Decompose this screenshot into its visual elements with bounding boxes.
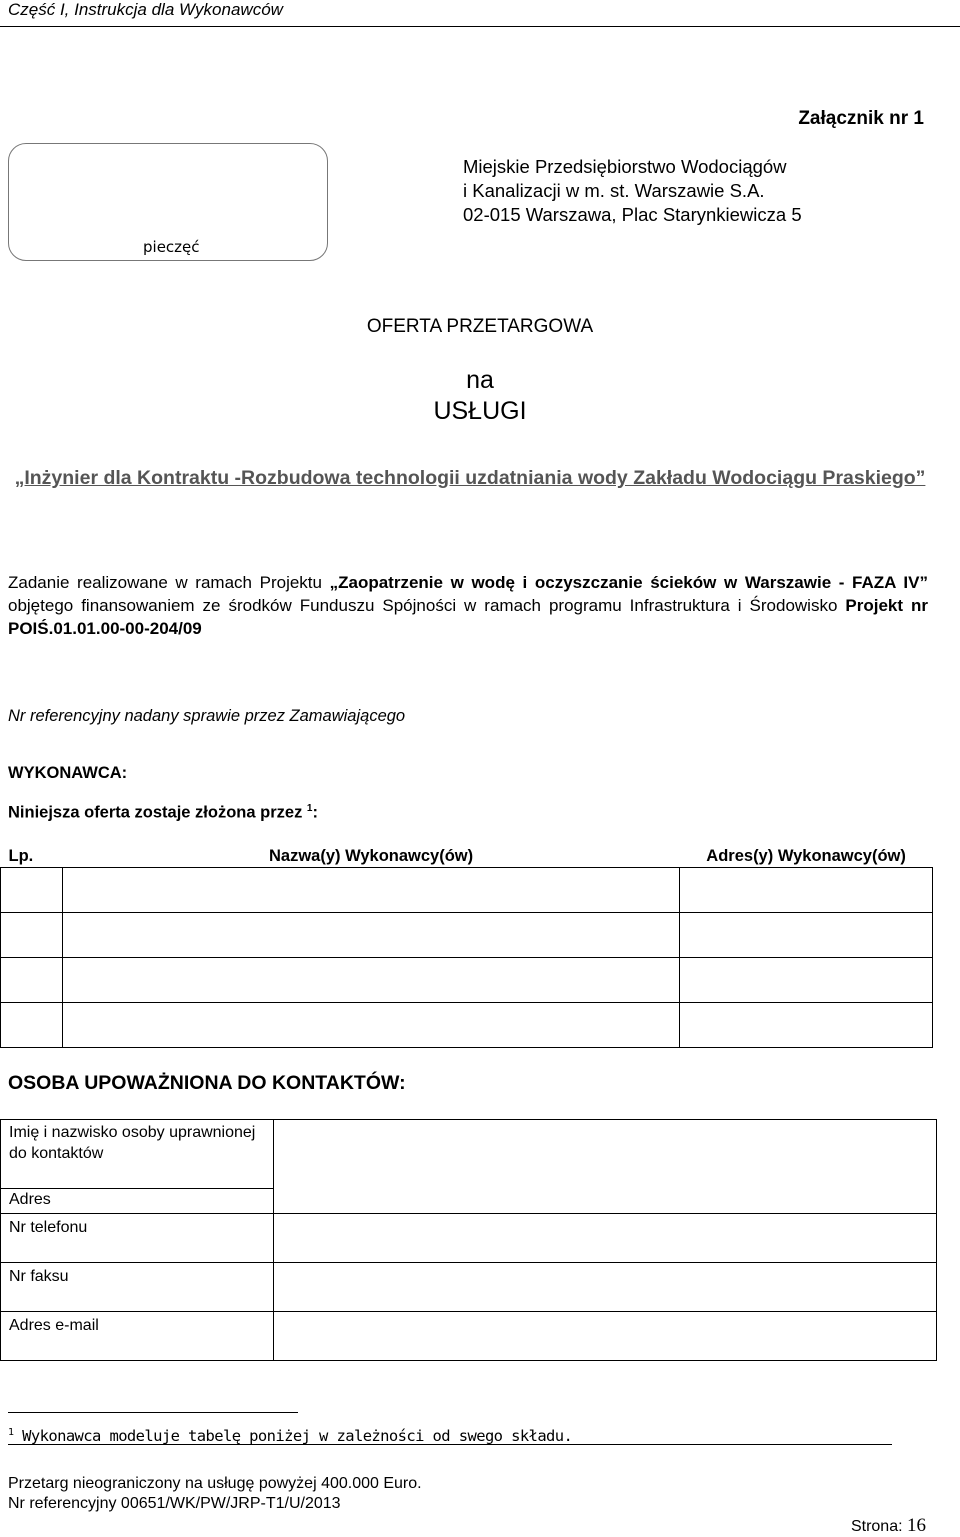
footnote-rule bbox=[8, 1412, 298, 1413]
recipient-line-3: 02-015 Warszawa, Plac Starynkiewicza 5 bbox=[463, 204, 802, 225]
table-cell-name[interactable] bbox=[62, 868, 679, 913]
footer-line-2: Nr referencyjny 00651/WK/PW/JRP-T1/U/2013 bbox=[8, 1495, 341, 1512]
table-header-row bbox=[1, 846, 933, 868]
contact-row-phone bbox=[1, 1214, 937, 1263]
col-header-lp: Lp. bbox=[1, 846, 63, 868]
table-cell-lp[interactable] bbox=[1, 958, 63, 1003]
table-cell-lp[interactable] bbox=[1, 868, 63, 913]
contact-value-phone[interactable] bbox=[274, 1214, 937, 1263]
offer-type: USŁUGI bbox=[433, 397, 527, 425]
recipient-line-2: i Kanalizacji w m. st. Warszawie S.A. bbox=[463, 180, 765, 201]
contact-heading: OSOBA UPOWAŻNIONA DO KONTAKTÓW: bbox=[8, 1072, 406, 1094]
contact-table bbox=[0, 1119, 937, 1361]
submitted-by-suffix: : bbox=[312, 803, 318, 822]
offer-na: na bbox=[466, 366, 494, 394]
contact-row-fax bbox=[1, 1263, 937, 1312]
contact-label-fax: Nr faksu bbox=[1, 1263, 274, 1312]
col-header-address: Adres(y) Wykonawcy(ów) bbox=[680, 846, 933, 868]
table-row bbox=[1, 1003, 933, 1048]
page-number bbox=[851, 1515, 926, 1537]
table-cell-address[interactable] bbox=[680, 913, 933, 958]
table-row bbox=[1, 958, 933, 1003]
footer-line-1: Przetarg nieograniczony na usługę powyżej 400.000 Euro. bbox=[8, 1475, 422, 1492]
footnote-text: Wykonawca modeluje tabelę poniżej w zależności od swego składu. bbox=[13, 1427, 573, 1446]
bidders-table bbox=[0, 846, 933, 1048]
table-cell-name[interactable] bbox=[62, 958, 679, 1003]
table-cell-lp[interactable] bbox=[1, 1003, 63, 1048]
project-number: Projekt nr POIŚ.01.01.00-00-204/09 bbox=[8, 596, 928, 638]
table-row bbox=[1, 913, 933, 958]
submitted-by bbox=[8, 803, 318, 823]
contact-label-name: Imię i nazwisko osoby uprawnionej do kontaktów bbox=[1, 1120, 274, 1189]
table-cell-address[interactable] bbox=[680, 958, 933, 1003]
table-cell-address[interactable] bbox=[680, 868, 933, 913]
table-cell-address[interactable] bbox=[680, 1003, 933, 1048]
offer-subject bbox=[10, 465, 930, 491]
contact-row-name bbox=[1, 1120, 937, 1189]
stamp-box bbox=[8, 143, 328, 261]
footnote-ref: 1 bbox=[306, 803, 313, 814]
contact-row-email bbox=[1, 1312, 937, 1361]
offer-title: OFERTA PRZETARGOWA bbox=[366, 316, 594, 337]
annex-label: Załącznik nr 1 bbox=[798, 108, 924, 129]
stamp-label: pieczęć bbox=[143, 238, 200, 256]
task-text-2: objętego finansowaniem ze środków Funduszu Spójności w ramach programu Infrastruktura i Środowisko bbox=[8, 596, 846, 615]
contact-label-phone: Nr telefonu bbox=[1, 1214, 274, 1263]
project-name: „Zaopatrzenie w wodę i oczyszczanie ścieków w Warszawie - FAZA IV” bbox=[329, 573, 928, 592]
contact-label-email: Adres e-mail bbox=[1, 1312, 274, 1361]
table-row bbox=[1, 868, 933, 913]
contact-value-email[interactable] bbox=[274, 1312, 937, 1361]
footer bbox=[8, 1474, 422, 1514]
submitted-by-text: Niniejsza oferta zostaje złożona przez bbox=[8, 803, 303, 822]
contact-label-address: Adres bbox=[1, 1189, 274, 1214]
running-header: Część I, Instrukcja dla Wykonawców bbox=[8, 0, 283, 19]
col-header-name: Nazwa(y) Wykonawcy(ów) bbox=[62, 846, 679, 868]
reference-note: Nr referencyjny nadany sprawie przez Zamawiającego bbox=[8, 707, 406, 725]
task-text-1: Zadanie realizowane w ramach Projektu bbox=[8, 573, 330, 592]
contact-value-fax[interactable] bbox=[274, 1263, 937, 1312]
table-cell-name[interactable] bbox=[62, 1003, 679, 1048]
header-rule bbox=[0, 26, 960, 27]
recipient-line-1: Miejskie Przedsiębiorstwo Wodociągów bbox=[463, 156, 787, 177]
contractor-heading: WYKONAWCA: bbox=[8, 764, 128, 782]
task-description bbox=[8, 571, 928, 640]
table-cell-name[interactable] bbox=[62, 913, 679, 958]
footer-rule bbox=[8, 1444, 892, 1445]
page-label: Strona: bbox=[850, 1518, 903, 1535]
offer-subject-text: „Inżynier dla Kontraktu -Rozbudowa technologii uzdatniania wody Zakładu Wodociągu Praskiego” bbox=[14, 467, 926, 489]
footnote-mark: 1 bbox=[8, 1427, 14, 1438]
recipient-address bbox=[463, 155, 802, 227]
contact-value-name-address[interactable] bbox=[274, 1120, 937, 1214]
footnote bbox=[8, 1427, 572, 1445]
page-number-value: 16 bbox=[907, 1515, 926, 1536]
table-cell-lp[interactable] bbox=[1, 913, 63, 958]
